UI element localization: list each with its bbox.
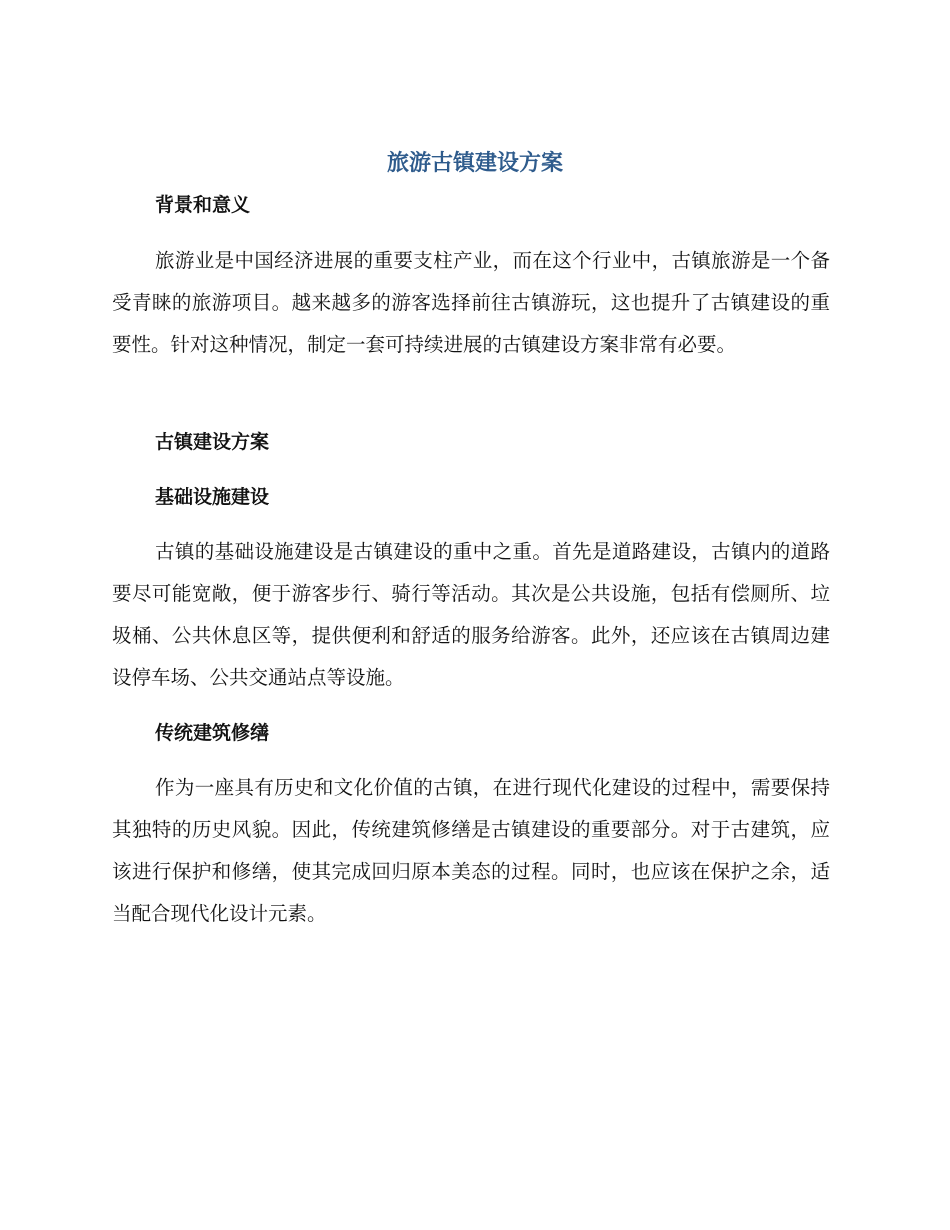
section-heading-background: 背景和意义	[155, 194, 251, 216]
paragraph-restoration: 作为一座具有历史和文化价值的古镇，在进行现代化建设的过程中，需要保持其独特的历史风貌。因此，传统建筑修缮是古镇建设的重要部分。对于古建筑，应该进行保护和修缮，使其完成回归原本美态的过程。同时，也应该在保护之余，适当配合现代化设计元素。	[112, 776, 830, 925]
section-heading-restoration: 传统建筑修缮	[155, 722, 270, 744]
section-heading-plan: 古镇建设方案	[155, 431, 270, 453]
section-heading-infrastructure: 基础设施建设	[155, 486, 270, 508]
paragraph-infrastructure: 古镇的基础设施建设是古镇建设的重中之重。首先是道路建设，古镇内的道路要尽可能宽敞，便于游客步行、骑行等活动。其次是公共设施，包括有偿厕所、垃圾桶、公共休息区等，提供便利和舒适的服务给游客。此外，还应该在古镇周边建设停车场、公共交通站点等设施。	[112, 540, 830, 689]
document-title: 旅游古镇建设方案	[386, 151, 563, 176]
paragraph-background: 旅游业是中国经济进展的重要支柱产业，而在这个行业中，古镇旅游是一个备受青睐的旅游项目。越来越多的游客选择前往古镇游玩，这也提升了古镇建设的重要性。针对这种情况，制定一套可持续进展的古镇建设方案非常有必要。	[112, 249, 830, 356]
